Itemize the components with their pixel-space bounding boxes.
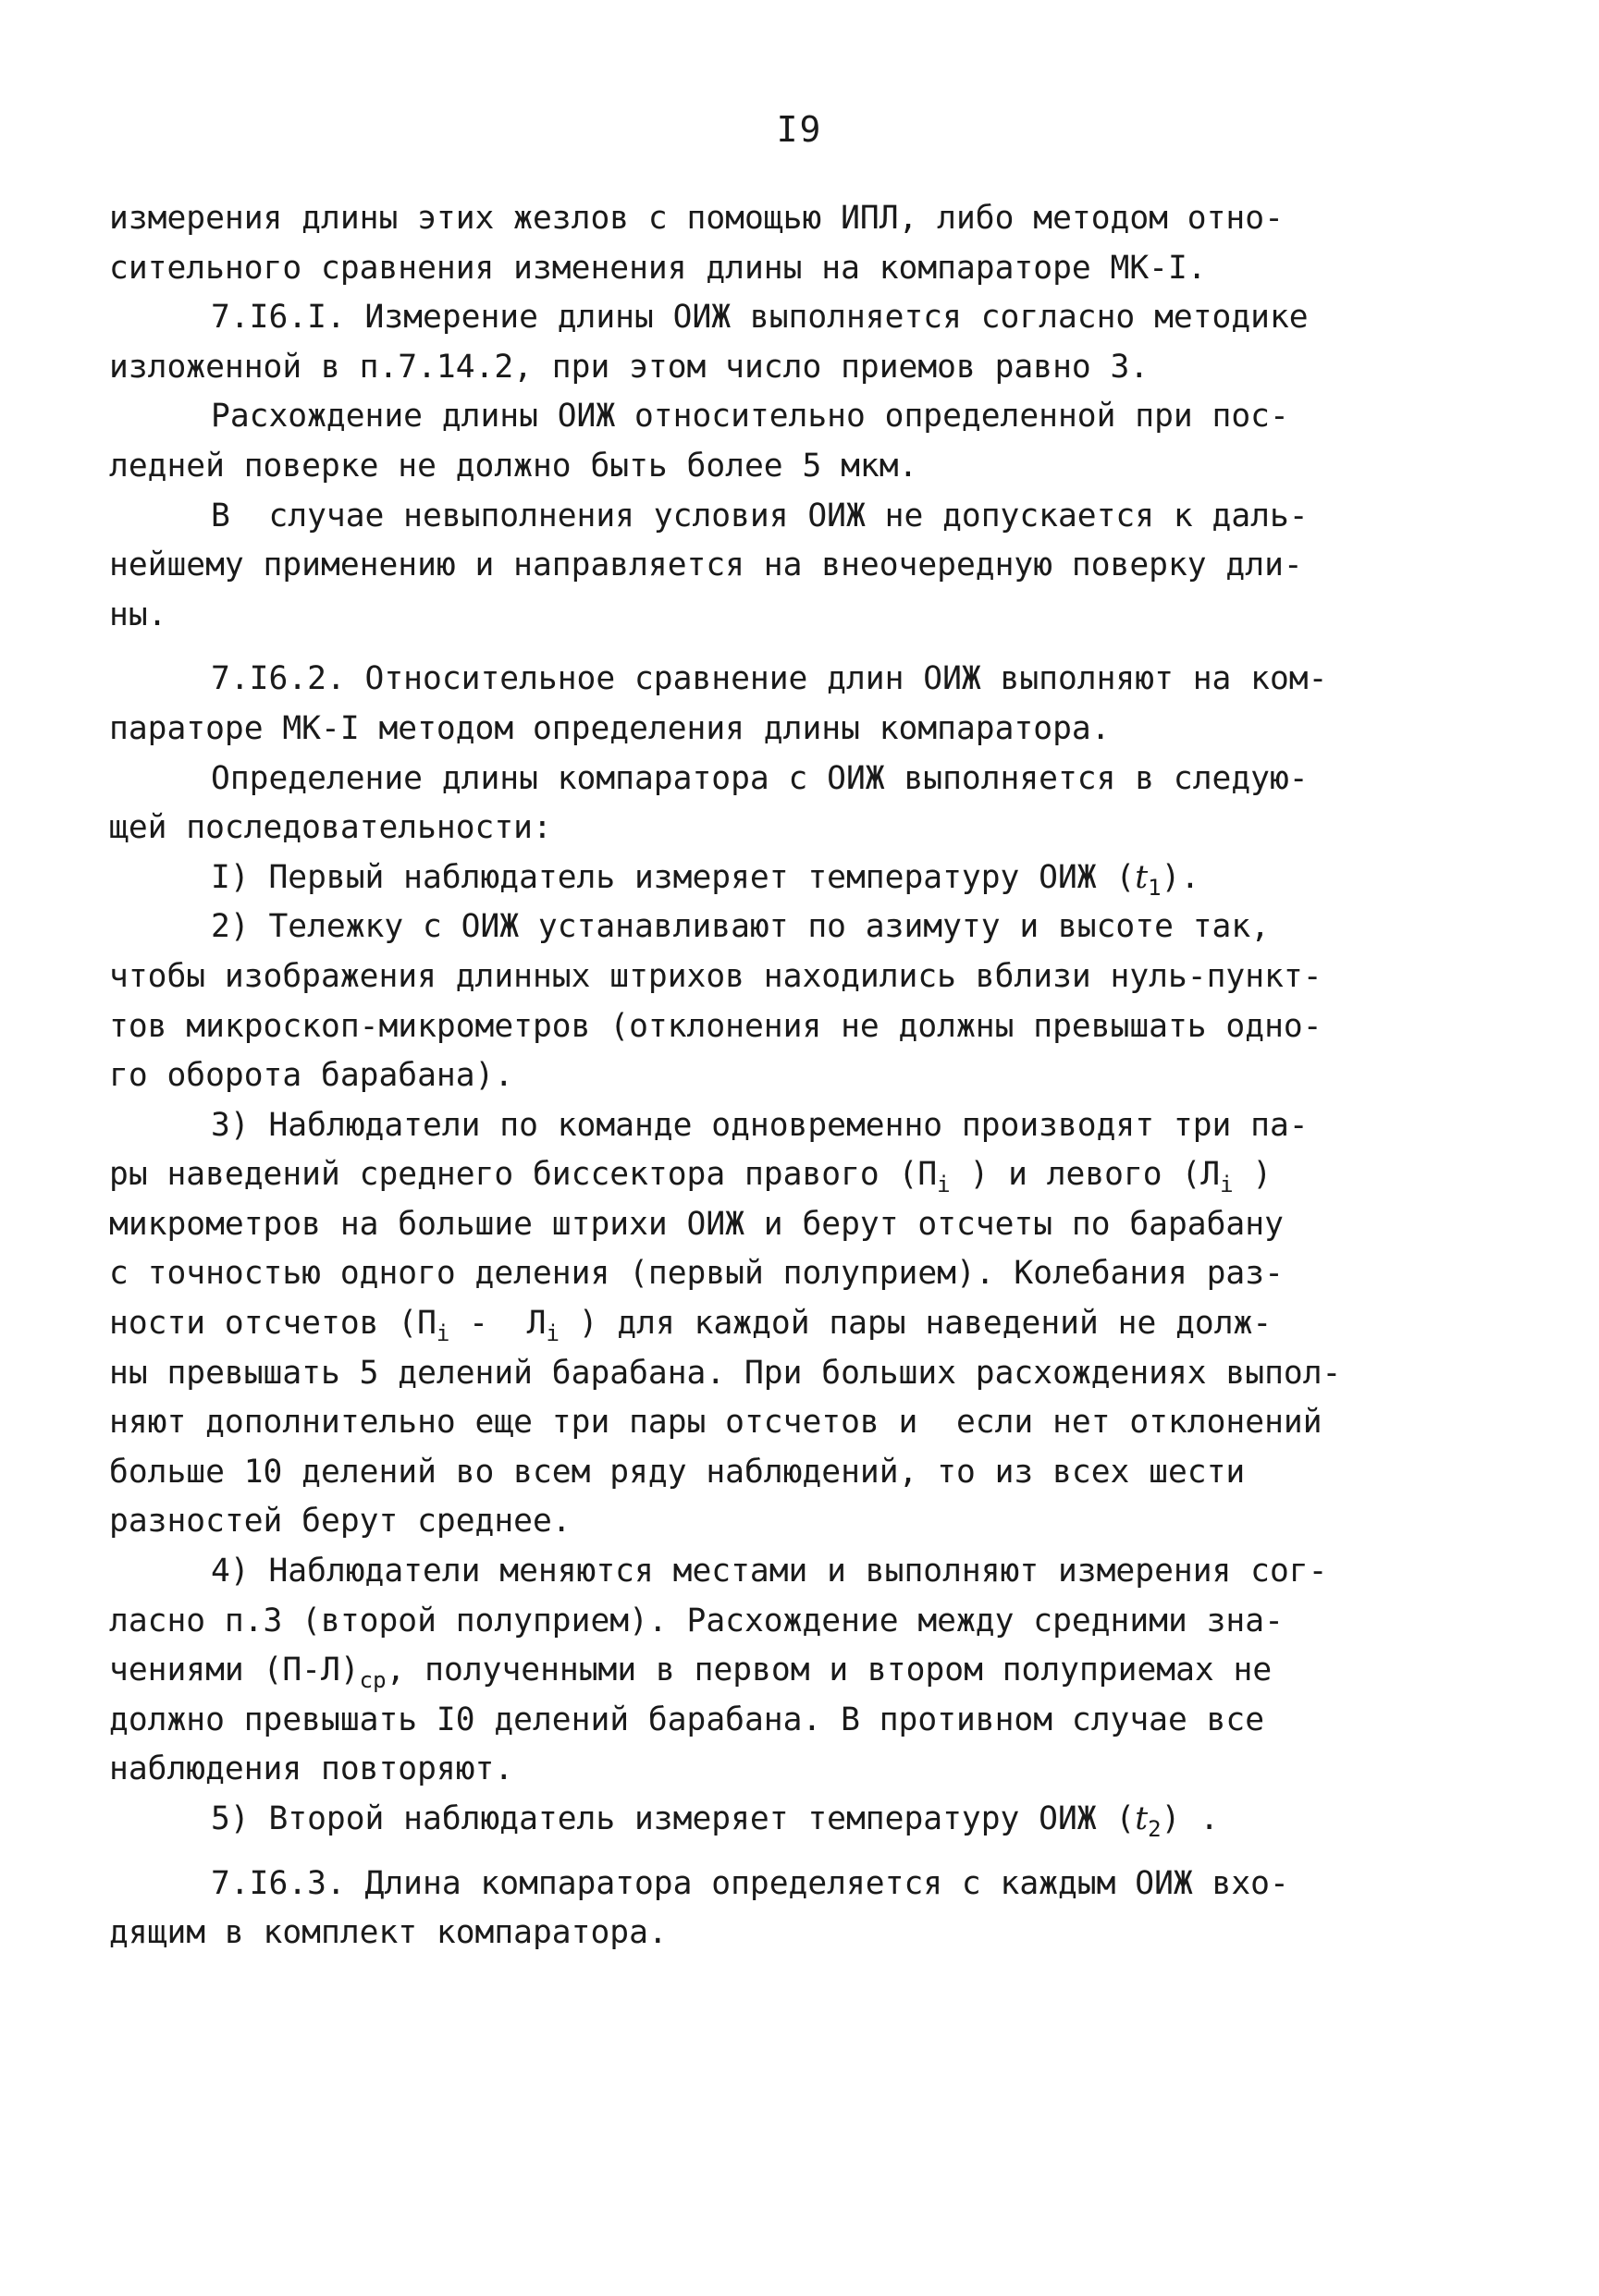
- text-line: [109, 1299, 1422, 1349]
- subscript: ср: [359, 1667, 387, 1694]
- text-line: дящим в комплект компаратора.: [109, 1914, 668, 1952]
- list-item-1-end: ).: [1161, 858, 1200, 896]
- subscript: 2: [1148, 1816, 1162, 1842]
- text-line: микрометров на большие штрихи ОИЖ и берут отсчеты по барабану: [109, 1205, 1284, 1243]
- document-body: [109, 194, 1422, 1958]
- list-item-4: 4) Наблюдатели меняются местами и выполняют измерения сог-: [211, 1553, 1328, 1590]
- page-number: I9: [776, 109, 823, 150]
- text-line: изложенной в п.7.14.2, при этом число приемов равно 3.: [109, 348, 1150, 386]
- text-segment: ) для каждой пары наведений не долж-: [559, 1305, 1273, 1343]
- text-line: го оборота барабана).: [109, 1057, 514, 1095]
- temperature-variable: t: [1135, 858, 1149, 896]
- text-segment: ): [1233, 1156, 1273, 1194]
- text-line: ласно п.3 (второй полуприем). Расхождение между средними зна-: [109, 1602, 1284, 1639]
- text-line: больше 10 делений во всем ряду наблюдений, то из всех шести: [109, 1453, 1246, 1491]
- text-line: нейшему применению и направляется на внеочередную поверку дли-: [109, 546, 1303, 584]
- list-item-3: 3) Наблюдатели по команде одновременно производят три па-: [211, 1106, 1309, 1144]
- text-line: [109, 1150, 1422, 1200]
- text-line: тов микроскоп-микрометров (отклонения не должны превышать одно-: [109, 1007, 1322, 1045]
- subscript: i: [937, 1172, 951, 1198]
- text-line: параторе МК-I методом определения длины компаратора.: [109, 709, 1111, 747]
- text-line: разностей берут среднее.: [109, 1503, 572, 1541]
- list-item-5-text: 5) Второй наблюдатель измеряет температуру ОИЖ (: [211, 1800, 1136, 1837]
- text-segment: ности отсчетов (П: [109, 1305, 437, 1343]
- text-line: няют дополнительно еще три пары отсчетов и если нет отклонений: [109, 1404, 1322, 1442]
- text-segment: , полученными в первом и втором полуприемах не: [386, 1651, 1273, 1689]
- text-line: щей последовательности:: [109, 809, 552, 847]
- text-line: ны.: [109, 595, 167, 633]
- text-line: чтобы изображения длинных штрихов находились вблизи нуль-пункт-: [109, 957, 1322, 995]
- text-line: должно превышать I0 делений барабана. В противном случае все: [109, 1701, 1265, 1738]
- text-segment: ) и левого (Л: [950, 1156, 1221, 1194]
- section-heading-7-16-2: 7.I6.2. Относительное сравнение длин ОИЖ выполняют на ком-: [211, 660, 1328, 698]
- text-segment: - Л: [449, 1305, 547, 1343]
- subscript: i: [1220, 1172, 1234, 1198]
- subscript: 1: [1148, 874, 1162, 901]
- text-line: ледней поверке не должно быть более 5 мкм.: [109, 447, 918, 485]
- paragraph-start: В случае невыполнения условия ОИЖ не допускается к даль-: [211, 497, 1309, 534]
- section-heading-7-16-3: 7.I6.3. Длина компаратора определяется с каждым ОИЖ вхо-: [211, 1864, 1289, 1902]
- text-line: с точностью одного деления (первый полуприем). Колебания раз-: [109, 1255, 1284, 1293]
- text-line: измерения длины этих жезлов с помощью ИПЛ, либо методом отно-: [109, 200, 1284, 237]
- list-item-2: 2) Тележку с ОИЖ устанавливают по азимуту и высоте так,: [211, 908, 1270, 946]
- temperature-variable: t: [1135, 1800, 1149, 1837]
- section-heading-7-16-1: 7.I6.I. Измерение длины ОИЖ выполняется согласно методике: [211, 299, 1309, 337]
- text-line: ны превышать 5 делений барабана. При больших расхождениях выпол-: [109, 1354, 1342, 1392]
- list-item-1: [109, 853, 1422, 903]
- text-line: [109, 1646, 1422, 1696]
- subscript: i: [546, 1320, 560, 1347]
- paragraph-start: Определение длины компаратора с ОИЖ выполняется в следую-: [211, 759, 1309, 797]
- text-segment: ры наведений среднего биссектора правого (П: [109, 1156, 938, 1194]
- list-item-1-text: I) Первый наблюдатель измеряет температуру ОИЖ (: [211, 858, 1136, 896]
- text-line: сительного сравнения изменения длины на компараторе МК-I.: [109, 249, 1207, 287]
- list-item-5: [109, 1795, 1422, 1845]
- text-line: наблюдения повторяют.: [109, 1750, 514, 1788]
- list-item-5-end: ) .: [1161, 1800, 1220, 1837]
- subscript: i: [436, 1320, 450, 1347]
- paragraph-start: Расхождение длины ОИЖ относительно определенной при пос-: [211, 398, 1289, 436]
- text-segment: чениями (П-Л): [109, 1651, 360, 1689]
